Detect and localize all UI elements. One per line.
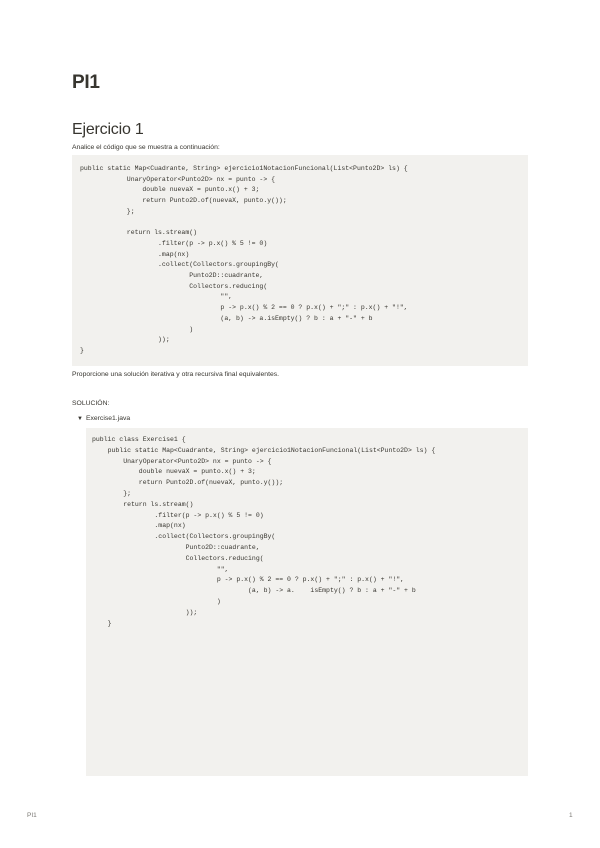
code-line: (a, b) -> a. isEmpty() ? b : a + "-" + b — [92, 587, 416, 595]
code-line: .map(nx) — [80, 250, 190, 258]
task-text: Proporcione una solución iterativa y otra recursiva final equivalentes. — [72, 371, 280, 378]
code-line: .collect(Collectors.groupingBy( — [80, 261, 279, 269]
code-line: ) — [92, 598, 221, 605]
code-line: return ls.stream() — [92, 500, 194, 508]
footer-page-number: 1 — [569, 812, 573, 819]
code-line: Collectors.reducing( — [92, 554, 264, 562]
code-line: public static Map<Cuadrante, String> ejercicio1NotacionFuncional(List<Punto2D> ls) { — [92, 446, 436, 454]
page-title: PI1 — [72, 72, 100, 93]
code-line: Collectors.reducing( — [80, 282, 268, 290]
code-line: p -> p.x() % 2 == 0 ? p.x() + ";" : p.x() + "!", — [80, 304, 408, 312]
code-line: "", — [92, 565, 229, 573]
code-line: )); — [92, 608, 198, 616]
code-line: "", — [80, 293, 233, 301]
code-line: double nuevaX = punto.x() + 3; — [92, 468, 256, 476]
code-block-original — [72, 155, 528, 366]
code-line: }; — [92, 490, 132, 497]
code-line: UnaryOperator<Punto2D> nx = punto -> { — [80, 175, 276, 183]
code-line: return Punto2D.of(nuevaX, punto.y()); — [92, 479, 284, 487]
section-heading: Ejercicio 1 — [72, 121, 144, 138]
code-line: .filter(p -> p.x() % 5 != 0) — [92, 511, 264, 519]
triangle-down-icon: ▼ — [77, 416, 83, 423]
code-line: .collect(Collectors.groupingBy( — [92, 533, 276, 541]
toggle-exercise1-java[interactable] — [77, 416, 130, 423]
code-line: return Punto2D.of(nuevaX, punto.y()); — [80, 197, 287, 205]
code-line: .filter(p -> p.x() % 5 != 0) — [80, 239, 268, 247]
code-line: .map(nx) — [92, 522, 186, 530]
code-line: (a, b) -> a.isEmpty() ? b : a + "-" + b — [80, 314, 373, 322]
code-line: }; — [80, 207, 135, 215]
code-line: UnaryOperator<Punto2D> nx = punto -> { — [92, 457, 272, 465]
code-line: p -> p.x() % 2 == 0 ? p.x() + ";" : p.x() + "!", — [92, 576, 405, 584]
solution-label: SOLUCIÓN: — [72, 400, 110, 407]
intro-text: Analice el código que se muestra a continuación: — [72, 144, 220, 151]
code-line: Punto2D::cuadrante, — [80, 272, 264, 279]
code-line: ) — [80, 325, 194, 333]
code-line: double nuevaX = punto.x() + 3; — [80, 186, 260, 194]
code-line: } — [80, 346, 84, 354]
footer-page-name: PI1 — [27, 812, 37, 819]
toggle-label: Exercise1.java — [85, 415, 131, 422]
code-line: Punto2D::cuadrante, — [92, 544, 260, 551]
code-line: } — [92, 619, 112, 627]
code-line: public class Exercise1 { — [92, 436, 186, 443]
code-line: public static Map<Cuadrante, String> ejercicio1NotacionFuncional(List<Punto2D> ls) { — [80, 165, 408, 172]
code-block-solution — [86, 428, 528, 776]
code-line: return ls.stream() — [80, 229, 198, 237]
code-line: )); — [80, 336, 170, 344]
